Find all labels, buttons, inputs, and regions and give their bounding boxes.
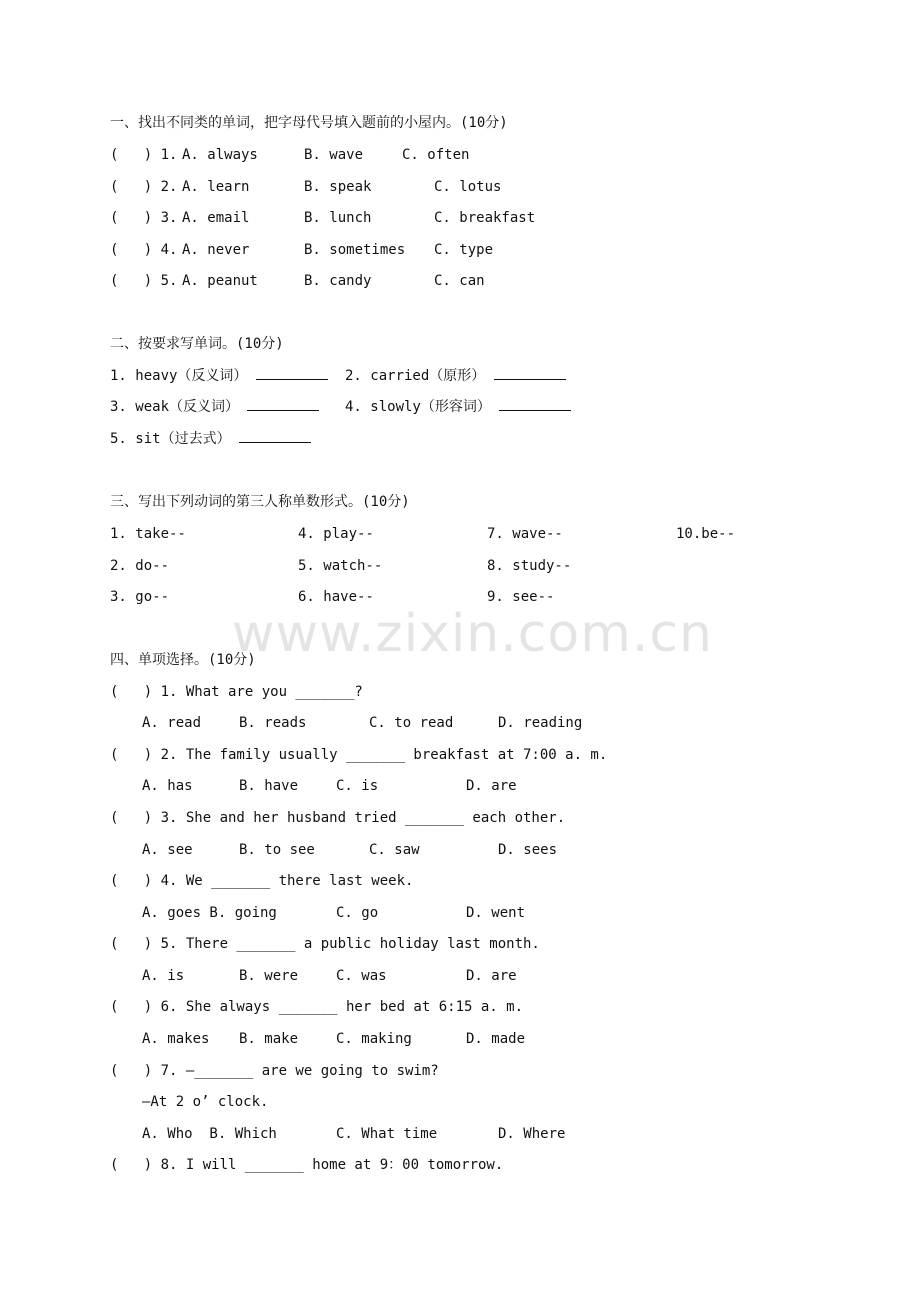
s2-item-4-blank [499, 398, 571, 411]
s1-q2-option-c: C. lotus [434, 179, 502, 195]
s2-item-1-text: 1. heavy（反义词） [110, 368, 248, 384]
s3-item-1: 1. take-- [110, 526, 186, 542]
s3-item-2: 2. do-- [110, 558, 170, 574]
s3-item-7: 7. wave-- [487, 526, 563, 542]
s4-q6-option-d: D. made [466, 1031, 526, 1047]
s4-q8-stem: ( ) 8. I will _______ home at 9：00 tomorrow. [110, 1157, 504, 1173]
s4-q2-option-d: D. are [466, 778, 517, 794]
s4-q5-stem: ( ) 5. There _______ a public holiday last month. [110, 936, 540, 952]
s4-q5-option-d: D. are [466, 968, 517, 984]
s4-q4-option-c: C. go [336, 905, 379, 921]
s1-q2-option-a: A. learn [182, 179, 250, 195]
s4-q4-stem: ( ) 4. We _______ there last week. [110, 873, 414, 889]
s1-q5-option-b: B. candy [304, 273, 372, 289]
s2-item-3 [110, 398, 319, 416]
s1-q1-option-a: A. always [182, 147, 258, 163]
s4-q5-option-c: C. was [336, 968, 387, 984]
s2-item-2-blank [494, 367, 566, 380]
s3-item-8: 8. study-- [487, 558, 572, 574]
s2-item-4-text: 4. slowly（形容词） [345, 399, 491, 415]
s4-q7-stem: ( ) 7. —_______ are we going to swim? [110, 1063, 439, 1079]
section-2-title: 二、按要求写单词。(10分) [110, 336, 284, 352]
s2-item-3-blank [247, 398, 319, 411]
s2-item-1 [110, 367, 328, 385]
s1-q1-option-b: B. wave [304, 147, 364, 163]
s1-q2-option-b: B. speak [304, 179, 372, 195]
s3-item-10: 10.be-- [676, 526, 736, 542]
s4-q2-option-a: A. has [142, 778, 193, 794]
s1-q2-prefix: ( ) 2. [110, 179, 178, 195]
s4-q7-option-ab: A. Who B. Which [142, 1126, 277, 1142]
s4-q3-stem: ( ) 3. She and her husband tried _______ each other. [110, 810, 566, 826]
s2-item-2 [345, 367, 566, 385]
s4-q1-option-d: D. reading [498, 715, 583, 731]
s1-q1-option-c: C. often [402, 147, 470, 163]
s4-q7-option-c: C. What time [336, 1126, 438, 1142]
s4-q5-option-b: B. were [239, 968, 299, 984]
s2-item-1-blank [256, 367, 328, 380]
s2-item-5-blank [239, 430, 311, 443]
s4-q5-option-a: A. is [142, 968, 185, 984]
s4-q6-stem: ( ) 6. She always _______ her bed at 6:15 a. m. [110, 999, 524, 1015]
s3-item-9: 9. see-- [487, 589, 555, 605]
s4-q6-option-c: C. making [336, 1031, 412, 1047]
s1-q4-option-a: A. never [182, 242, 250, 258]
s1-q1-prefix: ( ) 1. [110, 147, 178, 163]
s1-q3-option-b: B. lunch [304, 210, 372, 226]
s1-q3-prefix: ( ) 3. [110, 210, 178, 226]
s1-q5-option-a: A. peanut [182, 273, 258, 289]
s2-item-4 [345, 398, 571, 416]
s3-item-3: 3. go-- [110, 589, 170, 605]
s4-q1-option-a: A. read [142, 715, 202, 731]
s4-q2-stem: ( ) 2. The family usually _______ breakfast at 7:00 a. m. [110, 747, 608, 763]
section-4-title: 四、单项选择。(10分) [110, 652, 256, 668]
s3-item-6: 6. have-- [298, 589, 374, 605]
s3-item-5: 5. watch-- [298, 558, 383, 574]
s4-q3-option-d: D. sees [498, 842, 558, 858]
s4-q6-option-b: B. make [239, 1031, 299, 1047]
s2-item-2-text: 2. carried（原形） [345, 368, 486, 384]
s4-q1-option-c: C. to read [369, 715, 454, 731]
s1-q3-option-c: C. breakfast [434, 210, 536, 226]
s4-q1-stem: ( ) 1. What are you _______? [110, 684, 363, 700]
s4-q3-option-c: C. saw [369, 842, 420, 858]
s4-q2-option-c: C. is [336, 778, 379, 794]
s1-q4-option-b: B. sometimes [304, 242, 406, 258]
watermark: www.zixin.com.cn [232, 604, 713, 664]
s1-q5-prefix: ( ) 5. [110, 273, 178, 289]
s4-q7-option-d: D. Where [498, 1126, 566, 1142]
s1-q5-option-c: C. can [434, 273, 485, 289]
s2-item-3-text: 3. weak（反义词） [110, 399, 240, 415]
s4-q7-answer-line: —At 2 o’ clock. [142, 1094, 269, 1110]
s1-q4-prefix: ( ) 4. [110, 242, 178, 258]
s4-q3-option-a: A. see [142, 842, 193, 858]
s4-q6-option-a: A. makes [142, 1031, 210, 1047]
s4-q3-option-b: B. to see [239, 842, 315, 858]
s1-q3-option-a: A. email [182, 210, 250, 226]
s4-q1-option-b: B. reads [239, 715, 307, 731]
s4-q4-option-ab: A. goes B. going [142, 905, 277, 921]
s4-q2-option-b: B. have [239, 778, 299, 794]
s2-item-5-text: 5. sit（过去式） [110, 431, 231, 447]
section-1-title: 一、找出不同类的单词，把字母代号填入题前的小屋内。(10分) [110, 115, 508, 131]
s3-item-4: 4. play-- [298, 526, 374, 542]
s1-q4-option-c: C. type [434, 242, 494, 258]
s2-item-5 [110, 430, 311, 448]
s4-q4-option-d: D. went [466, 905, 526, 921]
section-3-title: 三、写出下列动词的第三人称单数形式。(10分) [110, 494, 410, 510]
